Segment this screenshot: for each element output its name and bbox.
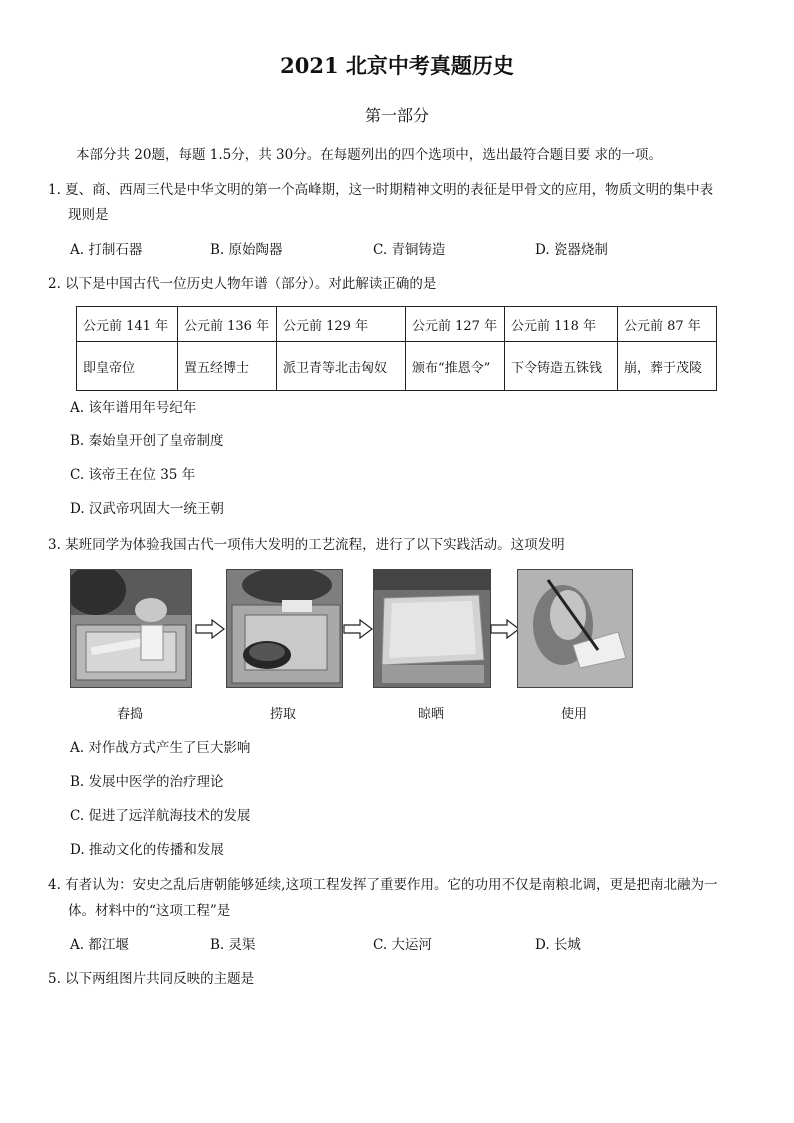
table-cell: 公元前 141 年: [77, 307, 178, 342]
table-cell: 公元前 118 年: [505, 307, 618, 342]
caption-pounding: 舂捣: [116, 707, 143, 722]
photo-drying: [373, 569, 491, 688]
table-cell: 公元前 87 年: [618, 307, 717, 342]
q2-stem: 2. 以下是中国古代一位历史人物年谱（部分）。对此解读正确的是: [48, 276, 437, 292]
q3-stem: 3. 某班同学为体验我国古代一项伟大发明的工艺流程，进行了以下实践活动。这项发明: [48, 537, 565, 553]
table-cell: 公元前 127 年: [406, 307, 505, 342]
q3-option-d: D. 推动文化的传播和发展: [70, 842, 224, 858]
table-cell: 崩，葬于茂陵: [618, 342, 717, 391]
q2-option-b: B. 秦始皇开创了皇帝制度: [70, 433, 224, 449]
table-row: [77, 342, 717, 391]
q4-option-d: D. 长城: [535, 937, 581, 953]
q4-stem-line1: 4. 有者认为：安史之乱后唐朝能够延续,这项工程发挥了重要作用。它的功用不仅是南粮北调，更是把南北融为一: [48, 877, 718, 893]
caption-using: 使用: [560, 707, 587, 722]
q1-option-d: D. 瓷器烧制: [535, 242, 608, 258]
table-cell: 公元前 136 年: [178, 307, 277, 342]
q4-stem-line2: 体。材料中的“这项工程”是: [68, 903, 231, 919]
photo-scooping: [226, 569, 343, 688]
caption-scooping: 捞取: [269, 707, 296, 722]
arrow-right-icon: [343, 619, 373, 639]
caption-drying: 晾晒: [417, 707, 444, 722]
q3-option-c: C. 促进了远洋航海技术的发展: [70, 808, 251, 824]
table-cell: 派卫青等北击匈奴: [277, 342, 406, 391]
q1-option-b: B. 原始陶器: [210, 242, 283, 258]
arrow-right-icon: [490, 619, 520, 639]
table-cell: 公元前 129 年: [277, 307, 406, 342]
table-row: [77, 307, 717, 342]
table-cell: 颁布“推恩令”: [406, 342, 505, 391]
q5-stem: 5. 以下两组图片共同反映的主题是: [48, 971, 255, 987]
q4-option-a: A. 都江堰: [70, 937, 129, 953]
q1-option-c: C. 青铜铸造: [373, 242, 446, 258]
q2-option-a: A. 该年谱用年号纪年: [70, 400, 197, 416]
photo-using: [517, 569, 633, 688]
arrow-right-icon: [195, 619, 225, 639]
q1-stem-line2: 现则是: [68, 207, 109, 223]
table-cell: 即皇帝位: [77, 342, 178, 391]
q1-option-a: A. 打制石器: [70, 242, 143, 258]
q2-option-d: D. 汉武帝巩固大一统王朝: [70, 501, 224, 517]
chronology-table: [76, 306, 717, 391]
page-title: 2021 北京中考真题历史: [280, 53, 514, 78]
q4-option-b: B. 灵渠: [210, 937, 256, 953]
part-heading: 第一部分: [364, 106, 429, 125]
q3-option-a: A. 对作战方式产生了巨大影响: [70, 740, 251, 756]
table-cell: 下令铸造五铢钱: [505, 342, 618, 391]
q1-stem-line1: 1. 夏、商、西周三代是中华文明的第一个高峰期，这一时期精神文明的表征是甲骨文的应用，物质文明的集中表: [48, 182, 714, 198]
photo-pounding: [70, 569, 192, 688]
section-intro: 本部分共 20题，每题 1.5分，共 30分。在每题列出的四个选项中，选出最符合题目要 求的一项。: [76, 147, 662, 163]
table-cell: 置五经博士: [178, 342, 277, 391]
q3-option-b: B. 发展中医学的治疗理论: [70, 774, 224, 790]
q2-option-c: C. 该帝王在位 35 年: [70, 467, 196, 483]
q4-option-c: C. 大运河: [373, 937, 432, 953]
